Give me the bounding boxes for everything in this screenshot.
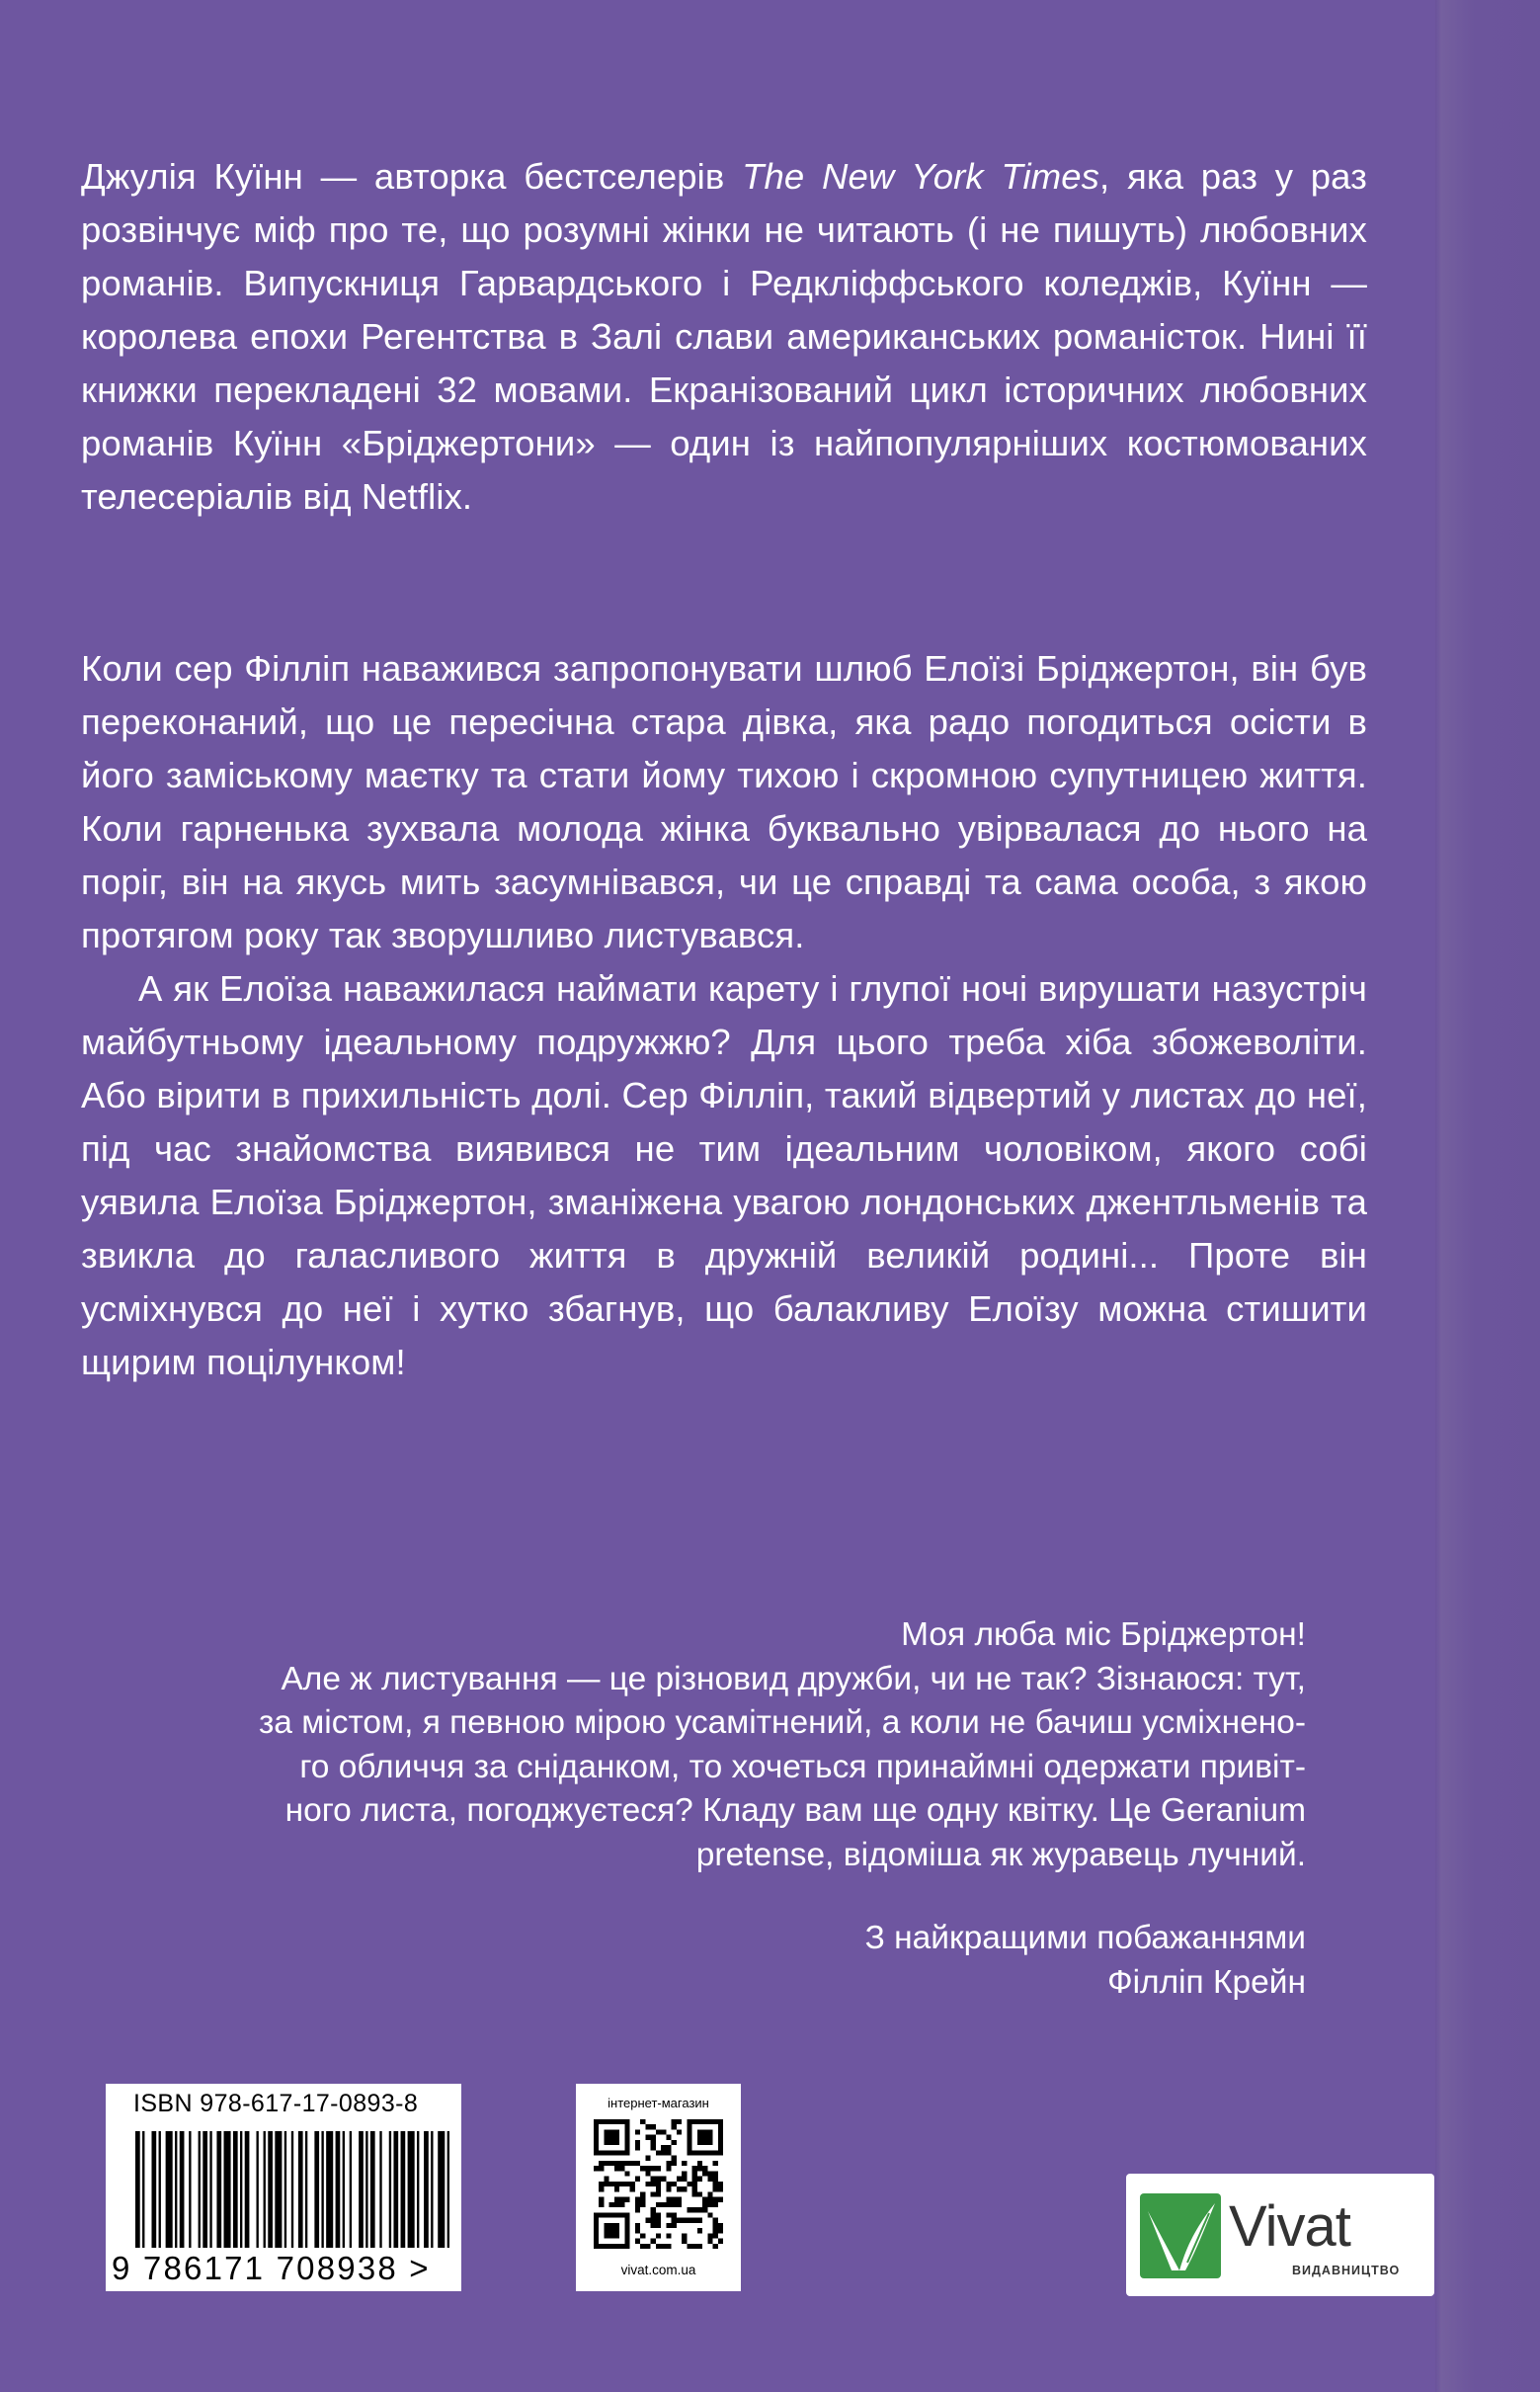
newspaper-title: The New York Times <box>742 156 1100 197</box>
author-bio-paragraph: Джулія Куїнн — авторка бестселерів The New York Times, яка раз у раз розвінчує міф про те, що розумні жінки не читають (і не пишуть) любовних романів. Випускниця Гарвардського і Редкліффського коледжів, Куїнн — королева епохи Регентства в Залі слави американських романісток. Нині її книжки перекладені 32 мовами. Екранізований цикл історичних любовних романів Куїнн «Бріджертони» — один із найпопулярніших костюмованих телесеріалів від Netflix. <box>81 156 1368 517</box>
letter-line: Але ж листування — це різновид дружби, чи не так? Зізнаюся: тут, <box>281 1660 1306 1697</box>
qr-site-url: vivat.com.ua <box>620 2263 696 2277</box>
vivat-quill-icon <box>1140 2193 1221 2278</box>
qr-code-block <box>576 2084 741 2291</box>
isbn-label: ISBN 978-617-17-0893-8 <box>133 2090 419 2117</box>
publisher-subtitle: ВИДАВНИЦТВО <box>1292 2264 1401 2277</box>
isbn-barcode-block <box>106 2084 461 2291</box>
letter-line: го обличчя за сніданком, то хочеться принаймні одержати привіт- <box>299 1748 1306 1785</box>
book-spine-edge <box>1435 0 1540 2392</box>
qr-code[interactable] <box>594 2119 723 2249</box>
synopsis-paragraph-1: Коли сер Філліп наважився запропонувати шлюб Елоїзі Бріджертон, він був переконаний, що це пересічна стара дівка, яка радо погодиться осісти в його заміському маєтку та стати йому тихою і скромною супутницею життя. Коли гарненька зухвала молода жінка буквально увірвалася до нього на поріг, він на якусь мить засумнівався, чи це справді та сама особа, з якою протягом року так зворушливо листувався. <box>81 648 1367 955</box>
barcode-digits: 9 786171 708938 > <box>112 2250 431 2286</box>
book-synopsis <box>81 642 1367 1389</box>
barcode <box>135 2131 449 2248</box>
letter-closing: З найкращими побажаннями <box>864 1920 1306 1956</box>
synopsis-paragraph-2: А як Елоїза наважилася наймати карету і глупої ночі вирушати назустріч майбутньому ідеальному подружжю? Для цього треба хіба збожеволіти. Або вірити в прихильність долі. Сер Філліп, такий відвертий у листах до неї, під час знайомства виявився не тим ідеальним чоловіком, якого собі уявила Елоїза Бріджертон, зманіжена увагою лондонських джентльменів та звикла до галасливого життя в дружній великій родині... Проте він усміхнувся до неї і хутко збагнув, що балакливу Елоїзу можна стишити щирим поцілунком! <box>81 968 1367 1382</box>
letter-excerpt <box>168 1613 1306 2005</box>
letter-line: ного листа, погоджуєтеся? Кладу вам ще одну квітку. Це Geranium <box>284 1792 1306 1829</box>
author-bio <box>81 150 1367 524</box>
publisher-name: Vivat <box>1229 2194 1350 2259</box>
letter-signature: Філліп Крейн <box>1107 1963 1306 2001</box>
letter-line: pretense, відоміша як журавець лучний. <box>695 1836 1306 1873</box>
letter-line: за містом, я певною мірою усамітнений, а коли не бачиш усміхнено- <box>258 1704 1306 1741</box>
publisher-logo <box>1126 2174 1434 2296</box>
letter-salutation: Моя люба міс Бріджертон! <box>901 1616 1306 1653</box>
qr-label: інтернет-магазин <box>608 2096 709 2110</box>
